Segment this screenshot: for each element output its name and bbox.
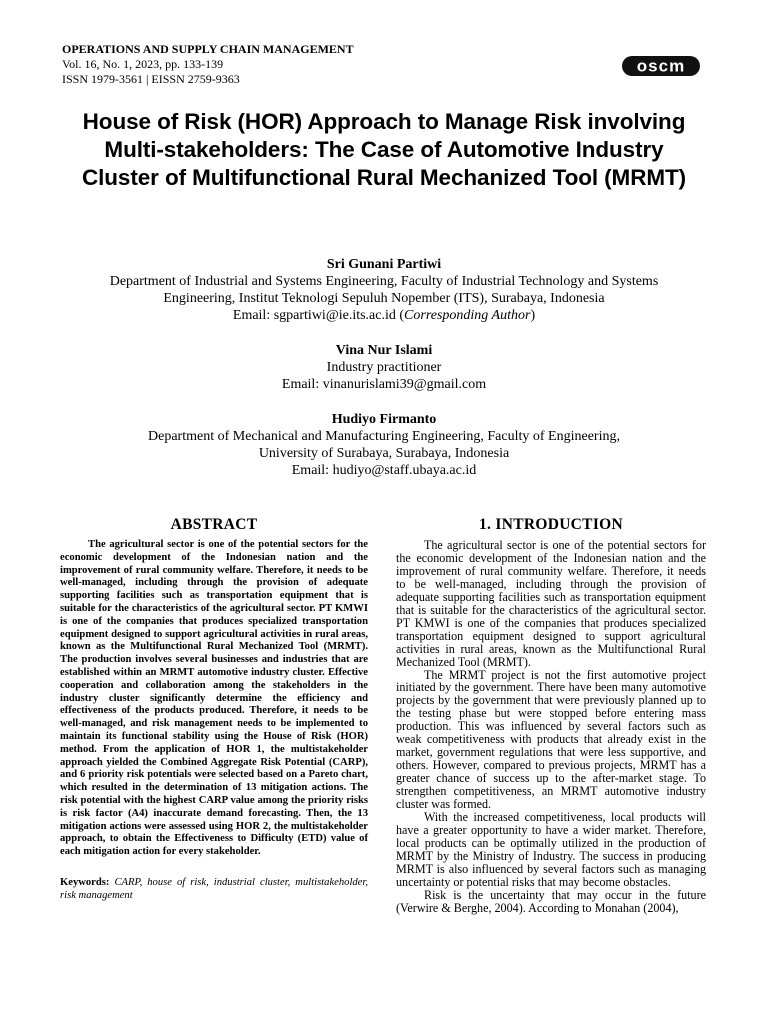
author-affiliation: Department of Industrial and Systems Engineering, Faculty of Industrial Technology and Systems	[109, 274, 659, 289]
corresponding-author-note: Corresponding Author	[404, 308, 531, 323]
author-1	[40, 256, 728, 324]
journal-issn: ISSN 1979-3561 | EISSN 2759-9363	[62, 72, 240, 86]
author-affiliation: Industry practitioner	[326, 360, 442, 375]
author-affiliation: University of Surabaya, Surabaya, Indonesia	[258, 446, 510, 461]
intro-paragraph: Risk is the uncertainty that may occur in the future (Verwire & Berghe, 2004). According to Monahan (2004),	[396, 887, 706, 915]
author-email: Email: hudiyo@staff.ubaya.ac.id	[291, 463, 477, 478]
introduction-section	[396, 516, 706, 915]
introduction-heading: 1. INTRODUCTION	[478, 516, 623, 533]
author-email: Email: vinanurislami39@gmail.com	[281, 377, 487, 392]
author-name: Vina Nur Islami	[335, 343, 433, 358]
keywords-list: CARP, house of risk, industrial cluster, multistakeholder, risk management	[60, 876, 368, 901]
author-email: Email: sgpartiwi@ie.its.ac.id (Corresponding Author)	[232, 308, 536, 323]
author-name: Hudiyo Firmanto	[331, 412, 437, 427]
journal-header	[62, 42, 354, 87]
abstract-heading: ABSTRACT	[170, 516, 258, 533]
keywords-label: Keywords:	[60, 876, 110, 888]
intro-paragraph: With the increased competitiveness, local products will have a greater opportunity to have a wider market. Therefore, local products can be optimally utilized in the production of MRMT by the Ministry of Industry. The success in producing MRMT is also influenced by several factors such as managing uncertainty or potential risks that may become obstacles.	[396, 810, 706, 889]
journal-name: OPERATIONS AND SUPPLY CHAIN MANAGEMENT	[62, 42, 354, 56]
oscm-logo	[622, 56, 700, 76]
journal-volume: Vol. 16, No. 1, 2023, pp. 133-139	[62, 57, 224, 71]
author-block	[40, 256, 728, 497]
intro-paragraph: The agricultural sector is one of the potential sectors for the economic development of the Indonesian nation and the improvement of rural community welfare. Therefore, it needs to be well-managed, including through the provision of adequate supporting facilities such as transportation equipment that is suitable for the characteristics of the agricultural sector. PT KMWI is one of the companies that produces specialized transportation equipment designed to support agricultural activities in rural areas, known as the Multifunctional Rural Mechanized Tool (MRMT).	[396, 538, 706, 669]
keywords	[60, 877, 368, 903]
intro-paragraph: The MRMT project is not the first automotive project initiated by the government. There have been many automotive projects by the government that were previously planned up to the testing phase but were stopped before entering mass production. This was influenced by several factors such as weak competitiveness with products that already exist in the market, government regulations that were less supportive, and others. However, compared to previous projects, MRMT has a greater chance of success up to the after-market stage. To strengthen competitiveness, an MRMT automotive industry cluster was formed.	[396, 667, 706, 812]
author-3	[40, 411, 728, 479]
author-2	[40, 342, 728, 393]
abstract-body: The agricultural sector is one of the potential sectors for the economic development of the Indonesian nation and the improvement of rural community welfare. Therefore, it needs to be well-managed, including through the provision of adequate supporting facilities such as transportation equipment that is suitable for the characteristics of the agricultural sector. PT KMWI is one of the companies that produces specialized transportation equipment designed to support agricultural activities in rural areas, known as the Multifunctional Rural Mechanized Tool (MRMT). The production involves several businesses and industries that are established within an MRMT automotive industry cluster. Effective cooperation and collaboration among the stakeholders in the industry cluster significantly determine the efficiency and effectiveness of the products produced. Therefore, it needs to be well-managed, and risk management needs to be implemented to maintain its functional stability using the House of Risk (HOR) method. From the application of HOR 1, the multistakeholder approach yielded the Combined Aggregate Risk Potential (CARP), and 6 priority risk potentials were selected based on a Pareto chart, which resulted in the determination of 13 mitigation actions. The risk potential with the highest CARP value among the priority risks is risk factor (A4) inaccurate demand forecasting. Then, the 13 mitigation actions were assessed using HOR 2, the multistakeholder approach, to obtain the Effectiveness to Difficulty (ETD) value of each mitigation action for every stakeholder.	[60, 539, 368, 858]
abstract-section	[60, 516, 368, 903]
logo-text: oscm	[636, 56, 686, 76]
author-affiliation: Department of Mechanical and Manufacturing Engineering, Faculty of Engineering,	[148, 429, 620, 444]
author-name: Sri Gunani Partiwi	[326, 257, 442, 272]
paper-title: House of Risk (HOR) Approach to Manage Risk involving Multi-stakeholders: The Case of Automotive Industry Cluster of Multifunctional Rural Mechanized Tool (MRMT)	[81, 109, 687, 190]
author-affiliation: Engineering, Institut Teknologi Sepuluh Nopember (ITS), Surabaya, Indonesia	[163, 291, 605, 306]
